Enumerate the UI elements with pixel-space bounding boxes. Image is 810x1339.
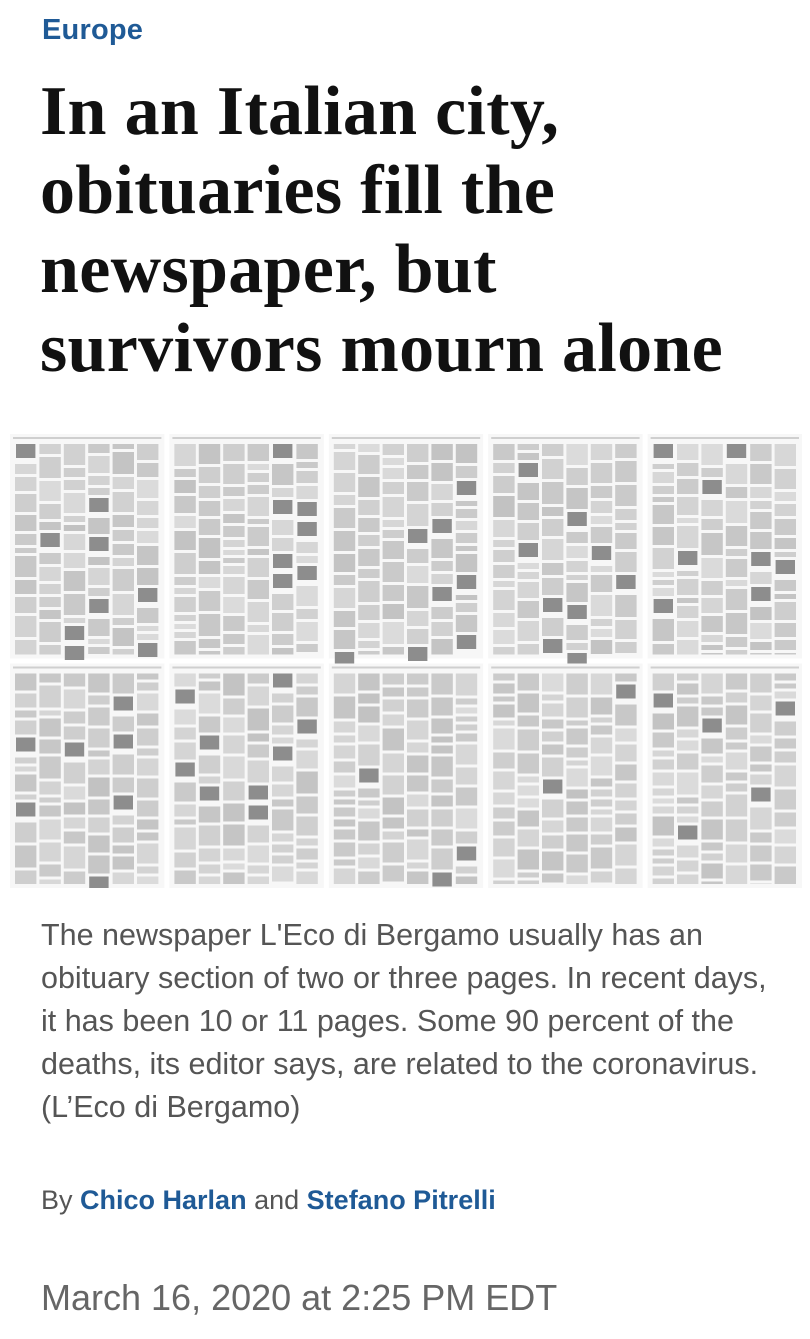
publish-date: March 16, 2020 at 2:25 PM EDT xyxy=(41,1277,558,1318)
newspaper-page-8 xyxy=(329,664,483,889)
newspaper-page-5 xyxy=(648,434,802,659)
newspaper-page-6 xyxy=(10,664,164,889)
image-caption: The newspaper L'Eco di Bergamo usually has an obituary section of two or three pages. In recent days, it has been 10 or 11 pages. Some 90 percent of the deaths, its editor says, are related to the coronavirus. (L’Eco di Bergamo) xyxy=(41,918,767,1124)
newspaper-page-10 xyxy=(648,664,802,889)
section-link[interactable]: Europe xyxy=(42,14,144,46)
newspaper-page-1 xyxy=(10,434,164,660)
author-link-1[interactable]: Chico Harlan xyxy=(80,1185,247,1215)
byline-joiner: and xyxy=(254,1185,300,1215)
newspaper-page-3 xyxy=(329,434,483,666)
article-headline: In an Italian city, obituaries fill the newspaper, but survivors mourn alone xyxy=(40,73,723,387)
newspaper-page-4 xyxy=(488,434,642,667)
author-link-2[interactable]: Stefano Pitrelli xyxy=(306,1185,496,1215)
byline-prefix: By xyxy=(41,1185,73,1215)
byline xyxy=(41,1185,496,1216)
newspaper-page-7 xyxy=(169,664,323,889)
newspaper-page-2 xyxy=(169,434,323,659)
newspaper-page-9 xyxy=(488,664,642,889)
obituary-pages-image xyxy=(10,434,802,888)
